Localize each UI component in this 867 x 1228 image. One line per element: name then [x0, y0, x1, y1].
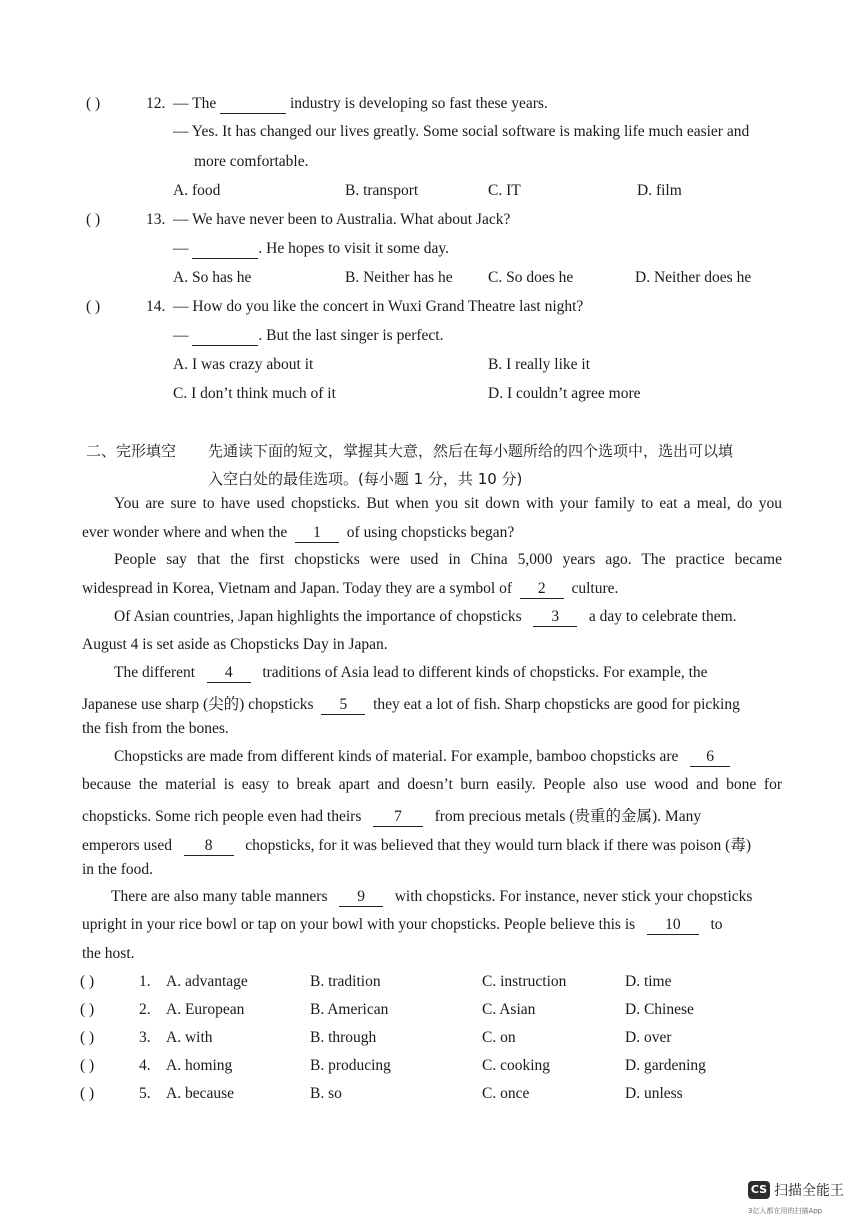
- option-b: B. through: [310, 1029, 377, 1046]
- option-b: B. I really like it: [488, 356, 591, 373]
- watermark-subtitle: 3亿人都在用的扫描App: [748, 1207, 823, 1215]
- passage-line: the host.: [82, 945, 135, 962]
- option-c: C. Asian: [482, 1001, 536, 1018]
- option-b: B. American: [310, 1001, 389, 1018]
- option-c: C. IT: [488, 182, 521, 199]
- answer-paren-12[interactable]: ( ): [86, 95, 101, 112]
- option-c: C. So does he: [488, 269, 574, 286]
- answer-paren-5[interactable]: ( ): [80, 1085, 95, 1102]
- answer-blank[interactable]: [192, 240, 258, 259]
- cloze-blank-1[interactable]: 1: [295, 524, 339, 543]
- option-d: D. I couldn’t agree more: [488, 385, 641, 402]
- cloze-blank-3[interactable]: 3: [533, 608, 577, 627]
- passage-line: emperors used 8 chopsticks, for it was believed that they would turn black if there was poison (毒): [82, 837, 751, 854]
- question-number-14: 14.: [146, 298, 166, 315]
- option-c: C. cooking: [482, 1057, 551, 1074]
- option-d: D. time: [625, 973, 672, 990]
- passage-line: You are sure to have used chopsticks. But when you sit down with your family to eat a meal, do you: [114, 495, 782, 512]
- passage-line: Of Asian countries, Japan highlights the importance of chopsticks 3 a day to celebrate them.: [114, 608, 737, 625]
- passage-line: People say that the first chopsticks were used in China 5,000 years ago. The practice became: [114, 551, 782, 568]
- passage-line: Japanese use sharp (尖的) chopsticks 5 they eat a lot of fish. Sharp chopsticks are good for picking: [82, 696, 740, 713]
- camscanner-logo-icon: CS: [748, 1181, 770, 1199]
- cloze-blank-9[interactable]: 9: [339, 888, 383, 907]
- option-b: B. tradition: [310, 973, 381, 990]
- answer-paren-2[interactable]: ( ): [80, 1001, 95, 1018]
- question-14-reply: — . But the last singer is perfect.: [173, 327, 444, 344]
- passage-line: August 4 is set aside as Chopsticks Day in Japan.: [82, 636, 388, 653]
- option-a: A. homing: [166, 1057, 233, 1074]
- question-12-stem: — The industry is developing so fast these years.: [173, 95, 548, 112]
- question-13-stem: — We have never been to Australia. What about Jack?: [173, 211, 511, 228]
- option-d: D. Chinese: [625, 1001, 694, 1018]
- option-a: A. because: [166, 1085, 234, 1102]
- passage-line: chopsticks. Some rich people even had theirs 7 from precious metals (贵重的金属). Many: [82, 808, 702, 825]
- cloze-blank-6[interactable]: 6: [690, 748, 730, 767]
- cloze-blank-5[interactable]: 5: [321, 696, 365, 715]
- option-c: C. I don’t think much of it: [173, 385, 336, 402]
- section-instruction-cont: 入空白处的最佳选项。(每小题 1 分，共 10 分): [208, 470, 523, 488]
- option-b: B. so: [310, 1085, 342, 1102]
- option-a: A. with: [166, 1029, 213, 1046]
- cloze-blank-7[interactable]: 7: [373, 808, 423, 827]
- passage-line: The different 4 traditions of Asia lead to different kinds of chopsticks. For example, the: [114, 664, 708, 681]
- cloze-blank-10[interactable]: 10: [647, 916, 699, 935]
- option-c: C. instruction: [482, 973, 567, 990]
- question-number-1: 1.: [139, 973, 151, 990]
- answer-paren-14[interactable]: ( ): [86, 298, 101, 315]
- question-12-reply: — Yes. It has changed our lives greatly. Some social software is making life much easier and: [173, 123, 750, 140]
- question-number-13: 13.: [146, 211, 166, 228]
- answer-paren-13[interactable]: ( ): [86, 211, 101, 228]
- option-b: B. Neither has he: [345, 269, 453, 286]
- option-d: D. gardening: [625, 1057, 706, 1074]
- question-12-reply-cont: more comfortable.: [194, 153, 309, 170]
- passage-line: in the food.: [82, 861, 154, 878]
- option-d: D. unless: [625, 1085, 683, 1102]
- option-a: A. food: [173, 182, 221, 199]
- option-d: D. film: [637, 182, 682, 199]
- answer-blank[interactable]: [220, 95, 286, 114]
- option-a: A. So has he: [173, 269, 252, 286]
- section-title: 二、完形填空: [86, 442, 177, 460]
- cloze-blank-8[interactable]: 8: [184, 837, 234, 856]
- question-number-2: 2.: [139, 1001, 151, 1018]
- question-number-3: 3.: [139, 1029, 151, 1046]
- passage-line: ever wonder where and when the 1 of using chopsticks began?: [82, 524, 515, 541]
- answer-blank[interactable]: [192, 327, 258, 346]
- option-a: A. advantage: [166, 973, 248, 990]
- question-14-stem: — How do you like the concert in Wuxi Grand Theatre last night?: [173, 298, 584, 315]
- passage-line: widespread in Korea, Vietnam and Japan. Today they are a symbol of 2 culture.: [82, 580, 619, 597]
- cloze-blank-2[interactable]: 2: [520, 580, 564, 599]
- passage-line: There are also many table manners 9 with chopsticks. For instance, never stick your chopsticks: [111, 888, 753, 905]
- question-number-5: 5.: [139, 1085, 151, 1102]
- option-b: B. producing: [310, 1057, 391, 1074]
- option-a: A. I was crazy about it: [173, 356, 314, 373]
- passage-line: the fish from the bones.: [82, 720, 229, 737]
- passage-line: upright in your rice bowl or tap on your bowl with your chopsticks. People believe this is 10 to: [82, 916, 723, 933]
- option-a: A. European: [166, 1001, 245, 1018]
- section-instruction: 先通读下面的短文，掌握其大意，然后在每小题所给的四个选项中，选出可以填: [208, 442, 734, 460]
- scanner-watermark: [748, 1180, 844, 1200]
- option-d: D. Neither does he: [635, 269, 752, 286]
- cloze-blank-4[interactable]: 4: [207, 664, 251, 683]
- answer-paren-1[interactable]: ( ): [80, 973, 95, 990]
- question-number-12: 12.: [146, 95, 166, 112]
- option-c: C. on: [482, 1029, 516, 1046]
- answer-paren-4[interactable]: ( ): [80, 1057, 95, 1074]
- passage-line: Chopsticks are made from different kinds of material. For example, bamboo chopsticks are 6: [114, 748, 730, 767]
- option-d: D. over: [625, 1029, 672, 1046]
- answer-paren-3[interactable]: ( ): [80, 1029, 95, 1046]
- option-b: B. transport: [345, 182, 419, 199]
- question-13-reply: — . He hopes to visit it some day.: [173, 240, 449, 257]
- option-c: C. once: [482, 1085, 530, 1102]
- question-number-4: 4.: [139, 1057, 151, 1074]
- passage-line: because the material is easy to break apart and doesn’t burn easily. People also use wood and bone for: [82, 776, 782, 793]
- watermark-name: 扫描全能王: [774, 1183, 844, 1199]
